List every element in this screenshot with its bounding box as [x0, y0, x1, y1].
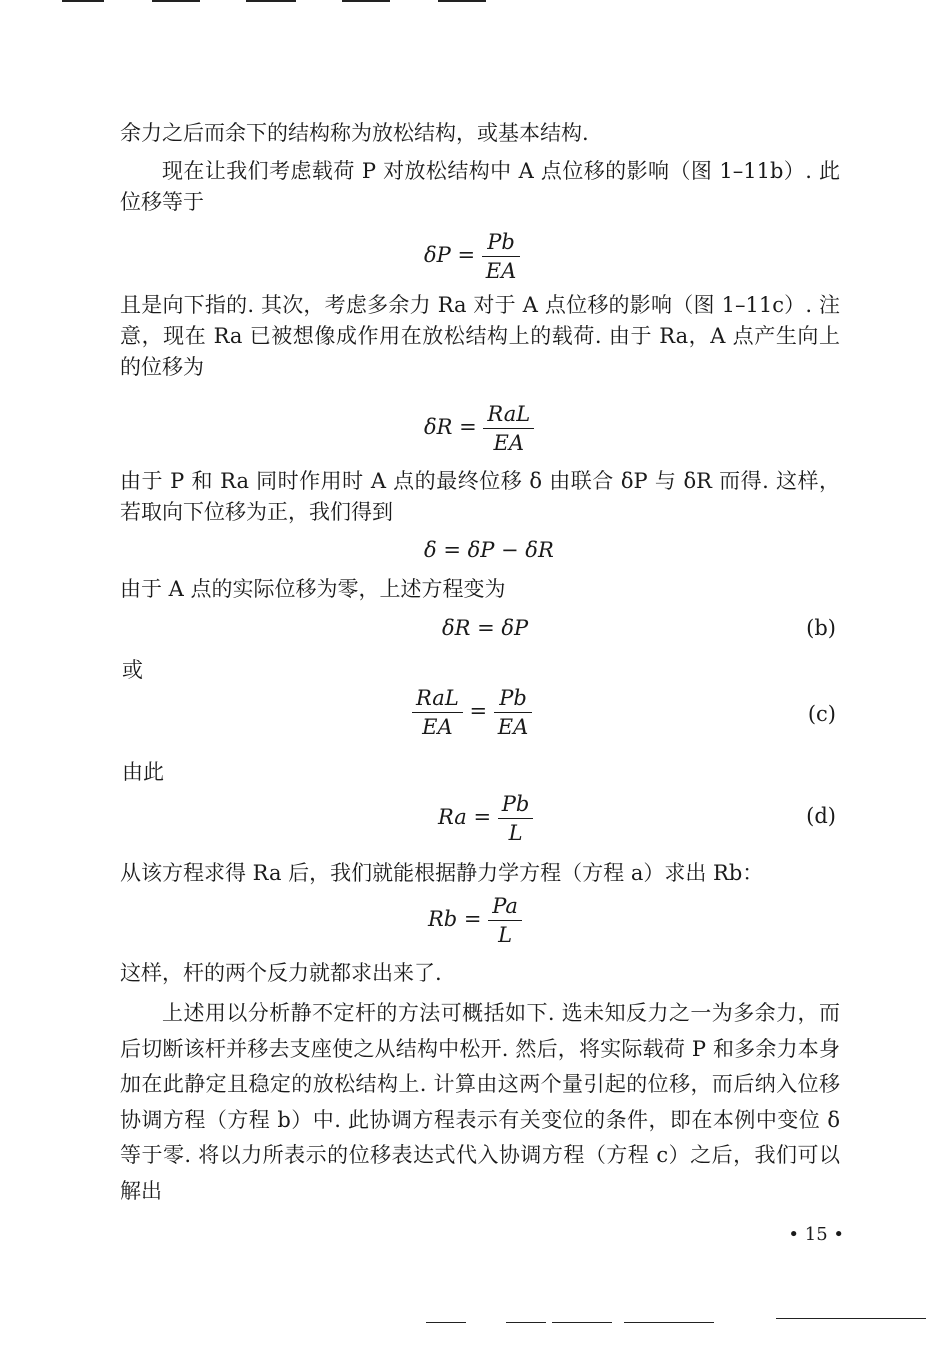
paragraph-8: 上述用以分析静不定杆的方法可概括如下. 选未知反力之一为多余力，而后切断该杆并移去支座使之从结构中松开. 然后，将实际载荷 P 和多余力本身加在此静定且稳定的放松结构上. 计算由这两个量引起的位移，而后纳入位移协调方程（方程 b）中. 此协调方程表示有关变位的条件，即在本例中变位 δ 等于零. 将以力所表示的位移表达式代入协调方程（方程 c）之后，我们可以解出: [120, 1001, 840, 1203]
bottom-rule: [624, 1322, 714, 1323]
equation-number-d: (d): [806, 804, 836, 828]
equation-d: Ra = $\frac{Pb}{L}$: [438, 792, 533, 845]
paragraph-7: 这样，杆的两个反力就都求出来了.: [120, 961, 442, 985]
paragraph-1: 余力之后而余下的结构称为放松结构，或基本结构.: [120, 121, 589, 145]
top-rule: [246, 0, 296, 2]
word-thus: 由此: [122, 760, 164, 784]
equation-number-b: (b): [806, 616, 836, 640]
paragraph-4: 由于 P 和 Ra 同时作用时 A 点的最终位移 δ 由联合 δP 与 δR 而得. 这样，若取向下位移为正，我们得到: [120, 469, 840, 524]
paragraph-2: 现在让我们考虑载荷 P 对放松结构中 A 点位移的影响（图 1–11b）. 此位移等于: [120, 159, 840, 214]
bottom-rule: [776, 1318, 926, 1319]
equation-rb: Rb = $\frac{Pa}{L}$: [428, 894, 522, 947]
top-rule: [62, 0, 104, 2]
paragraph-3: 且是向下指的. 其次，考虑多余力 Ra 对于 A 点位移的影响（图 1–11c）. 注意，现在 Ra 已被想像成作用在放松结构上的载荷. 由于 Ra，A 点产生向上的位移为: [120, 293, 840, 379]
equation-b: δR = δP: [442, 616, 529, 640]
bottom-rule: [426, 1322, 466, 1323]
top-rule: [342, 0, 390, 2]
equation-delta-r: δR = $\frac{\text{RaL}}{EA}$: [424, 402, 534, 455]
word-or: 或: [122, 658, 143, 682]
paragraph-6: 从该方程求得 Ra 后，我们就能根据静力学方程（方程 a）求出 Rb：: [120, 861, 764, 885]
top-rule: [438, 0, 486, 2]
bottom-rule: [506, 1322, 546, 1323]
equation-number-c: (c): [807, 702, 836, 726]
page-number: • 15 •: [788, 1224, 844, 1245]
top-rule: [152, 0, 200, 2]
equation-c: $\frac{\text{RaL}}{EA}$ = $\frac{Pb}{EA}$: [412, 686, 532, 739]
bottom-rule: [552, 1322, 612, 1323]
equation-delta-total: δ = δP − δR: [424, 538, 554, 562]
equation-delta-p: δP = $\frac{Pb}{EA}$: [424, 230, 520, 283]
paragraph-5: 由于 A 点的实际位移为零，上述方程变为: [120, 577, 506, 601]
